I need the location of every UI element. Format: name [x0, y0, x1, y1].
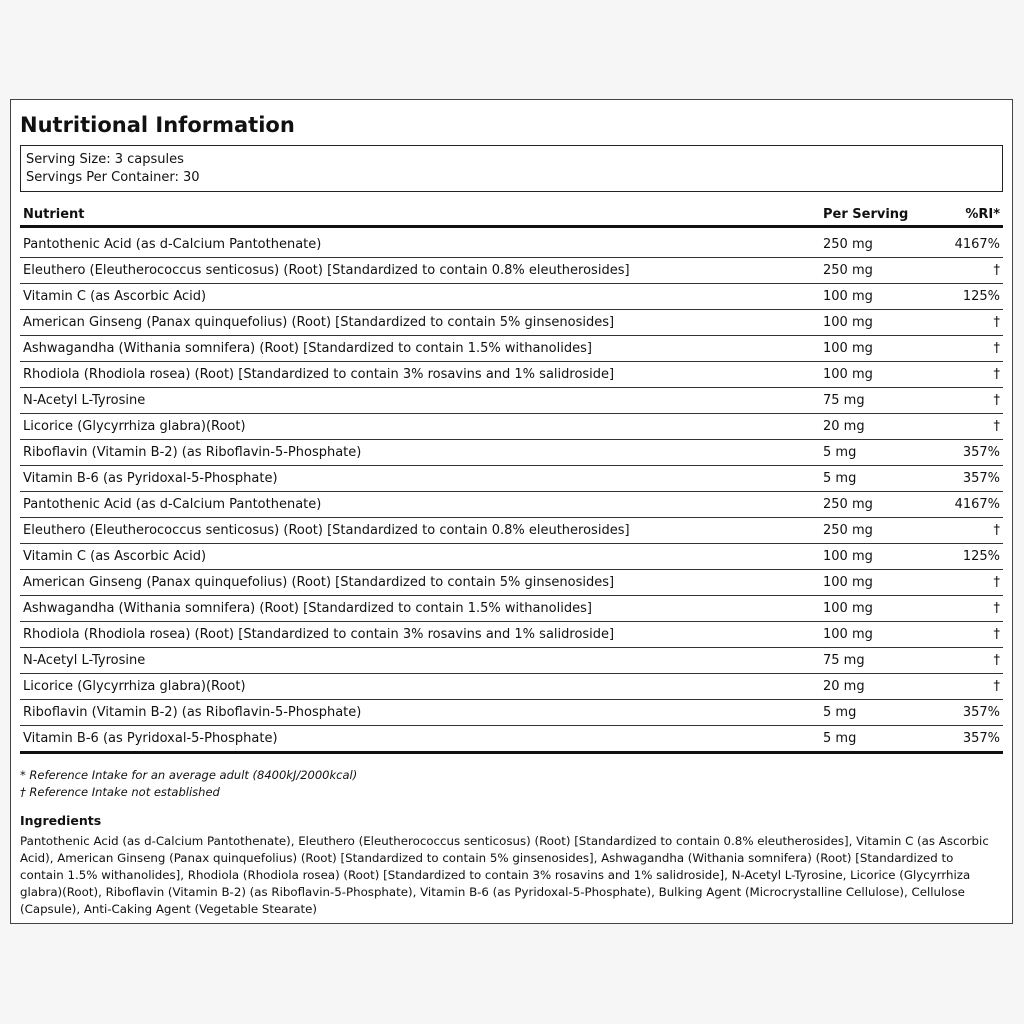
nutrient-name-cell: Eleuthero (Eleutherococcus senticosus) (Root) [Standardized to contain 0.8% eleutherosides]: [20, 258, 820, 284]
per-serving-cell: 250 mg: [820, 518, 940, 544]
ri-cell: 4167%: [940, 227, 1003, 258]
ri-cell: †: [940, 258, 1003, 284]
ri-cell: 357%: [940, 440, 1003, 466]
table-row: [20, 284, 1003, 310]
nutrient-name-cell: Vitamin B-6 (as Pyridoxal-5-Phosphate): [20, 726, 820, 753]
nutrient-name-cell: Pantothenic Acid (as d-Calcium Pantothenate): [20, 227, 820, 258]
per-serving-cell: 100 mg: [820, 336, 940, 362]
nutrient-name-cell: Vitamin C (as Ascorbic Acid): [20, 284, 820, 310]
table-row: [20, 227, 1003, 258]
ri-cell: †: [940, 596, 1003, 622]
nutrient-table: [20, 203, 1003, 754]
ri-cell: 357%: [940, 466, 1003, 492]
nutrient-name-cell: Riboflavin (Vitamin B-2) (as Riboflavin-5-Phosphate): [20, 700, 820, 726]
ri-cell: †: [940, 674, 1003, 700]
ri-cell: 357%: [940, 726, 1003, 753]
table-row: [20, 544, 1003, 570]
serving-info-box: [20, 145, 1003, 192]
per-serving-cell: 100 mg: [820, 622, 940, 648]
per-serving-cell: 250 mg: [820, 258, 940, 284]
table-row: [20, 622, 1003, 648]
ingredients-text: Pantothenic Acid (as d-Calcium Pantothenate), Eleuthero (Eleutherococcus senticosus) (Root) [Standardized to contain 0.8% eleutherosides], Vitamin C (as Ascorbic Acid), American Ginseng (Panax quinquefolius) (Root) [Standardized to contain 5% ginsenosides], Ashwagandha (Withania somnifera) (Root) [Standardized to contain 1.5% withanolides], Rhodiola (Rhodiola rosea) (Root) [Standardized to contain 3% rosavins and 1% salidroside], N-Acetyl L-Tyrosine, Licorice (Glycyrrhiza glabra)(Root), Riboflavin (Vitamin B-2) (as Riboflavin-5-Phosphate), Vitamin B-6 (as Pyridoxal-5-Phosphate), Bulking Agent (Microcrystalline Cellulose), Cellulose (Capsule), Anti-Caking Agent (Vegetable Stearate): [20, 834, 989, 916]
panel-title: Nutritional Information: [20, 113, 295, 137]
nutrition-panel: [10, 99, 1013, 924]
serving-size: Serving Size: 3 capsules: [26, 152, 184, 167]
ri-cell: †: [940, 570, 1003, 596]
ri-cell: †: [940, 336, 1003, 362]
per-serving-cell: 100 mg: [820, 284, 940, 310]
nutrient-rows: [20, 227, 1003, 753]
per-serving-cell: 20 mg: [820, 414, 940, 440]
ri-cell: †: [940, 622, 1003, 648]
per-serving-cell: 250 mg: [820, 227, 940, 258]
header-nutrient: Nutrient: [20, 203, 820, 227]
nutrient-name-cell: Rhodiola (Rhodiola rosea) (Root) [Standardized to contain 3% rosavins and 1% salidroside]: [20, 622, 820, 648]
table-header-row: [20, 203, 1003, 227]
per-serving-cell: 5 mg: [820, 440, 940, 466]
table-row: [20, 466, 1003, 492]
nutrient-name-cell: Ashwagandha (Withania somnifera) (Root) [Standardized to contain 1.5% withanolides]: [20, 336, 820, 362]
nutrient-name-cell: N-Acetyl L-Tyrosine: [20, 648, 820, 674]
nutrient-name-cell: Eleuthero (Eleutherococcus senticosus) (Root) [Standardized to contain 0.8% eleutherosides]: [20, 518, 820, 544]
per-serving-cell: 100 mg: [820, 310, 940, 336]
per-serving-cell: 75 mg: [820, 648, 940, 674]
table-row: [20, 674, 1003, 700]
nutrient-name-cell: Riboflavin (Vitamin B-2) (as Riboflavin-5-Phosphate): [20, 440, 820, 466]
nutrient-name-cell: N-Acetyl L-Tyrosine: [20, 388, 820, 414]
table-row: [20, 596, 1003, 622]
ri-cell: 125%: [940, 284, 1003, 310]
table-row: [20, 492, 1003, 518]
table-row: [20, 310, 1003, 336]
table-row: [20, 414, 1003, 440]
header-per-serving: Per Serving: [820, 203, 940, 227]
ri-cell: †: [940, 414, 1003, 440]
table-row: [20, 258, 1003, 284]
header-ri: %RI*: [940, 203, 1003, 227]
nutrient-name-cell: Vitamin B-6 (as Pyridoxal-5-Phosphate): [20, 466, 820, 492]
table-row: [20, 518, 1003, 544]
table-row: [20, 700, 1003, 726]
ri-cell: 357%: [940, 700, 1003, 726]
ri-cell: †: [940, 388, 1003, 414]
nutrient-name-cell: American Ginseng (Panax quinquefolius) (Root) [Standardized to contain 5% ginsenosides]: [20, 570, 820, 596]
table-row: [20, 362, 1003, 388]
servings-per-container: Servings Per Container: 30: [26, 170, 200, 185]
per-serving-cell: 20 mg: [820, 674, 940, 700]
per-serving-cell: 75 mg: [820, 388, 940, 414]
per-serving-cell: 250 mg: [820, 492, 940, 518]
ri-cell: †: [940, 518, 1003, 544]
ri-cell: 4167%: [940, 492, 1003, 518]
table-row: [20, 648, 1003, 674]
nutrient-name-cell: Pantothenic Acid (as d-Calcium Pantothenate): [20, 492, 820, 518]
nutrient-name-cell: Rhodiola (Rhodiola rosea) (Root) [Standardized to contain 3% rosavins and 1% salidroside]: [20, 362, 820, 388]
per-serving-cell: 5 mg: [820, 700, 940, 726]
nutrient-name-cell: Licorice (Glycyrrhiza glabra)(Root): [20, 674, 820, 700]
per-serving-cell: 100 mg: [820, 596, 940, 622]
table-row: [20, 336, 1003, 362]
per-serving-cell: 100 mg: [820, 544, 940, 570]
nutrient-name-cell: Vitamin C (as Ascorbic Acid): [20, 544, 820, 570]
table-row: [20, 570, 1003, 596]
ingredients-heading: Ingredients: [20, 813, 102, 828]
ri-cell: †: [940, 648, 1003, 674]
table-row: [20, 440, 1003, 466]
per-serving-cell: 100 mg: [820, 362, 940, 388]
ri-footnote: * Reference Intake for an average adult (8400kJ/2000kcal): [20, 768, 358, 782]
ri-cell: †: [940, 310, 1003, 336]
table-row: [20, 388, 1003, 414]
table-row: [20, 726, 1003, 753]
ri-cell: 125%: [940, 544, 1003, 570]
nutrient-name-cell: Ashwagandha (Withania somnifera) (Root) [Standardized to contain 1.5% withanolides]: [20, 596, 820, 622]
per-serving-cell: 5 mg: [820, 466, 940, 492]
nutrient-name-cell: Licorice (Glycyrrhiza glabra)(Root): [20, 414, 820, 440]
dagger-footnote: † Reference Intake not established: [20, 785, 220, 799]
per-serving-cell: 5 mg: [820, 726, 940, 753]
nutrient-name-cell: American Ginseng (Panax quinquefolius) (Root) [Standardized to contain 5% ginsenosides]: [20, 310, 820, 336]
ri-cell: †: [940, 362, 1003, 388]
per-serving-cell: 100 mg: [820, 570, 940, 596]
footnotes: [20, 767, 1003, 801]
